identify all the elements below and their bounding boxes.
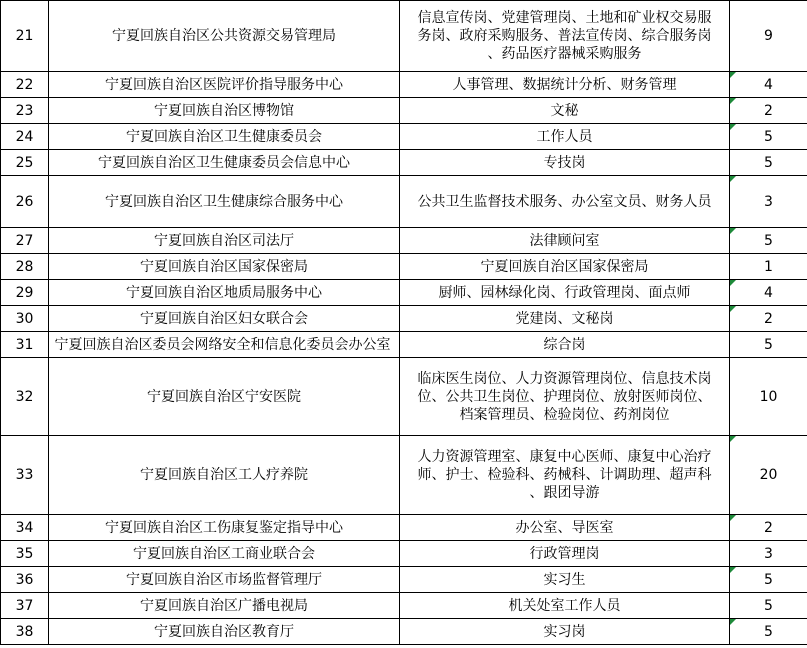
positions-line: 务岗、政府采购服务、普法宣传岗、综合服务岗 [417,28,712,44]
count-value: 3 [764,545,773,562]
count-cell[interactable] [730,72,807,98]
count-value: 2 [764,519,773,536]
cell-comment-marker-icon [730,228,736,234]
cell-comment-marker-icon [730,72,736,78]
positions-cell[interactable] [400,306,730,332]
unit-name-cell[interactable]: 宁夏回族自治区宁安医院 [49,358,400,436]
positions-cell[interactable] [400,72,730,98]
table-row [1,567,807,593]
cell-comment-marker-icon [730,306,736,312]
positions-cell[interactable] [400,228,730,254]
unit-name-cell[interactable]: 宁夏回族自治区卫生健康综合服务中心 [49,176,400,228]
table-row [1,1,807,72]
table-row [1,358,807,436]
row-number-cell[interactable]: 37 [1,593,49,619]
unit-name-cell[interactable]: 宁夏回族自治区卫生健康委员会 [49,124,400,150]
row-number-cell[interactable]: 21 [1,1,49,72]
positions-cell[interactable] [400,280,730,306]
count-cell[interactable] [730,254,807,280]
count-value: 5 [764,571,773,588]
positions-line: 人事管理、数据统计分析、财务管理 [452,76,677,93]
unit-name-cell[interactable]: 宁夏回族自治区司法厅 [49,228,400,254]
row-number-cell[interactable]: 35 [1,541,49,567]
positions-line: 人力资源管理室、康复中心医师、康复中心治疗 [417,449,712,465]
row-number-cell[interactable]: 28 [1,254,49,280]
count-cell[interactable] [730,98,807,124]
positions-line: 实习岗 [543,623,586,640]
unit-name-cell[interactable]: 宁夏回族自治区教育厅 [49,619,400,645]
count-cell[interactable] [730,619,807,645]
count-value: 10 [759,388,778,405]
positions-cell[interactable] [400,567,730,593]
positions-line: 专技岗 [543,154,586,171]
cell-comment-marker-icon [730,515,736,521]
positions-line: 师、护士、检验科、药械科、计调助理、超声科 [417,467,712,483]
row-number-cell[interactable]: 33 [1,436,49,515]
unit-name-cell[interactable]: 宁夏回族自治区公共资源交易管理局 [49,1,400,72]
table-row [1,150,807,176]
cell-comment-marker-icon [730,124,736,130]
positions-cell[interactable] [400,332,730,358]
cell-comment-marker-icon [730,436,736,442]
count-value: 4 [764,76,773,93]
count-cell[interactable] [730,541,807,567]
positions-line: 党建岗、文秘岗 [515,310,614,327]
count-value: 5 [764,623,773,640]
table-row [1,332,807,358]
unit-name-text: 宁夏回族自治区委员会网络安全和信息化委员会办公室 [54,336,391,353]
unit-name-cell[interactable] [49,332,400,358]
count-value: 2 [764,310,773,327]
count-cell[interactable] [730,280,807,306]
positions-cell[interactable] [400,436,730,515]
count-value: 5 [764,597,773,614]
unit-name-cell[interactable]: 宁夏回族自治区医院评价指导服务中心 [49,72,400,98]
count-value: 3 [764,193,773,210]
cell-comment-marker-icon [730,280,736,286]
count-cell[interactable] [730,332,807,358]
positions-line: 文秘 [550,102,579,119]
count-value: 2 [764,102,773,119]
count-value: 1 [764,258,773,275]
count-value: 4 [764,284,773,301]
table-row [1,436,807,515]
cell-comment-marker-icon [730,176,736,182]
unit-name-cell[interactable]: 宁夏回族自治区地质局服务中心 [49,280,400,306]
positions-line: 办公室、导医室 [515,519,614,536]
row-number-cell[interactable]: 38 [1,619,49,645]
row-number-cell[interactable]: 32 [1,358,49,436]
positions-cell[interactable] [400,619,730,645]
positions-line: 位、公共卫生岗位、护理岗位、放射医师岗位、 [417,388,712,405]
table-row [1,124,807,150]
cell-comment-marker-icon [730,98,736,104]
count-value: 5 [764,128,773,145]
row-number-cell[interactable]: 29 [1,280,49,306]
count-cell[interactable] [730,358,807,436]
unit-name-cell[interactable]: 宁夏回族自治区工人疗养院 [49,436,400,515]
positions-line: 临床医生岗位、人力资源管理岗位、信息技术岗 [417,370,712,387]
table-row [1,541,807,567]
row-number-cell[interactable]: 31 [1,332,49,358]
positions-cell[interactable] [400,358,730,436]
positions-cell[interactable] [400,254,730,280]
count-cell[interactable] [730,306,807,332]
unit-name-cell[interactable]: 宁夏回族自治区博物馆 [49,98,400,124]
table-row [1,593,807,619]
row-number-cell[interactable]: 27 [1,228,49,254]
cell-comment-marker-icon [730,567,736,573]
count-cell[interactable] [730,228,807,254]
positions-cell[interactable] [400,150,730,176]
positions-line: 实习生 [543,571,586,588]
positions-line: 、跟团导游 [529,485,600,501]
positions-line: 综合岗 [543,336,586,353]
unit-name-cell[interactable]: 宁夏回族自治区广播电视局 [49,593,400,619]
count-cell[interactable] [730,124,807,150]
positions-cell[interactable] [400,515,730,541]
positions-cell[interactable] [400,124,730,150]
positions-line: 信息宣传岗、党建管理岗、土地和矿业权交易服 [417,10,712,26]
table-row [1,228,807,254]
count-cell[interactable] [730,567,807,593]
positions-cell[interactable] [400,541,730,567]
unit-name-cell[interactable]: 宁夏回族自治区国家保密局 [49,254,400,280]
positions-line: 机关处室工作人员 [508,597,621,614]
unit-name-cell[interactable]: 宁夏回族自治区妇女联合会 [49,306,400,332]
positions-cell[interactable] [400,593,730,619]
unit-name-cell[interactable]: 宁夏回族自治区卫生健康委员会信息中心 [49,150,400,176]
positions-line: 厨师、园林绿化岗、行政管理岗、面点师 [438,284,691,301]
row-number-cell[interactable]: 30 [1,306,49,332]
positions-cell[interactable] [400,1,730,72]
row-number-cell[interactable]: 36 [1,567,49,593]
table-row [1,176,807,228]
row-number-cell[interactable]: 23 [1,98,49,124]
count-cell[interactable] [730,1,807,72]
row-number-cell[interactable]: 25 [1,150,49,176]
table-row [1,619,807,645]
positions-line: 行政管理岗 [529,545,600,562]
positions-line: 法律顾问室 [529,232,600,249]
count-cell[interactable] [730,593,807,619]
table-body [1,1,807,645]
count-value: 9 [764,28,773,44]
count-cell[interactable] [730,176,807,228]
row-number-cell[interactable]: 24 [1,124,49,150]
row-number-cell[interactable]: 22 [1,72,49,98]
positions-line: 公共卫生监督技术服务、办公室文员、财务人员 [417,193,712,210]
count-value: 5 [764,232,773,249]
row-number-cell[interactable]: 34 [1,515,49,541]
unit-name-cell[interactable]: 宁夏回族自治区工伤康复鉴定指导中心 [49,515,400,541]
cell-comment-marker-icon [730,619,736,625]
unit-name-cell[interactable]: 宁夏回族自治区市场监督管理厅 [49,567,400,593]
row-number-cell[interactable]: 26 [1,176,49,228]
count-value: 20 [759,467,778,483]
count-value: 5 [764,154,773,171]
table-row [1,72,807,98]
unit-name-cell[interactable]: 宁夏回族自治区工商业联合会 [49,541,400,567]
table-row [1,515,807,541]
count-cell[interactable] [730,515,807,541]
positions-line: 、药品医疗器械采购服务 [487,46,642,62]
table-row [1,280,807,306]
positions-line: 工作人员 [536,128,593,145]
count-value: 5 [764,336,773,353]
positions-cell[interactable] [400,176,730,228]
table-row [1,254,807,280]
positions-line: 档案管理员、检验岗位、药剂岗位 [459,406,670,423]
table-row [1,98,807,124]
count-cell[interactable] [730,436,807,515]
count-cell[interactable] [730,150,807,176]
table-row [1,306,807,332]
positions-cell[interactable] [400,98,730,124]
positions-line: 宁夏回族自治区国家保密局 [480,258,649,275]
